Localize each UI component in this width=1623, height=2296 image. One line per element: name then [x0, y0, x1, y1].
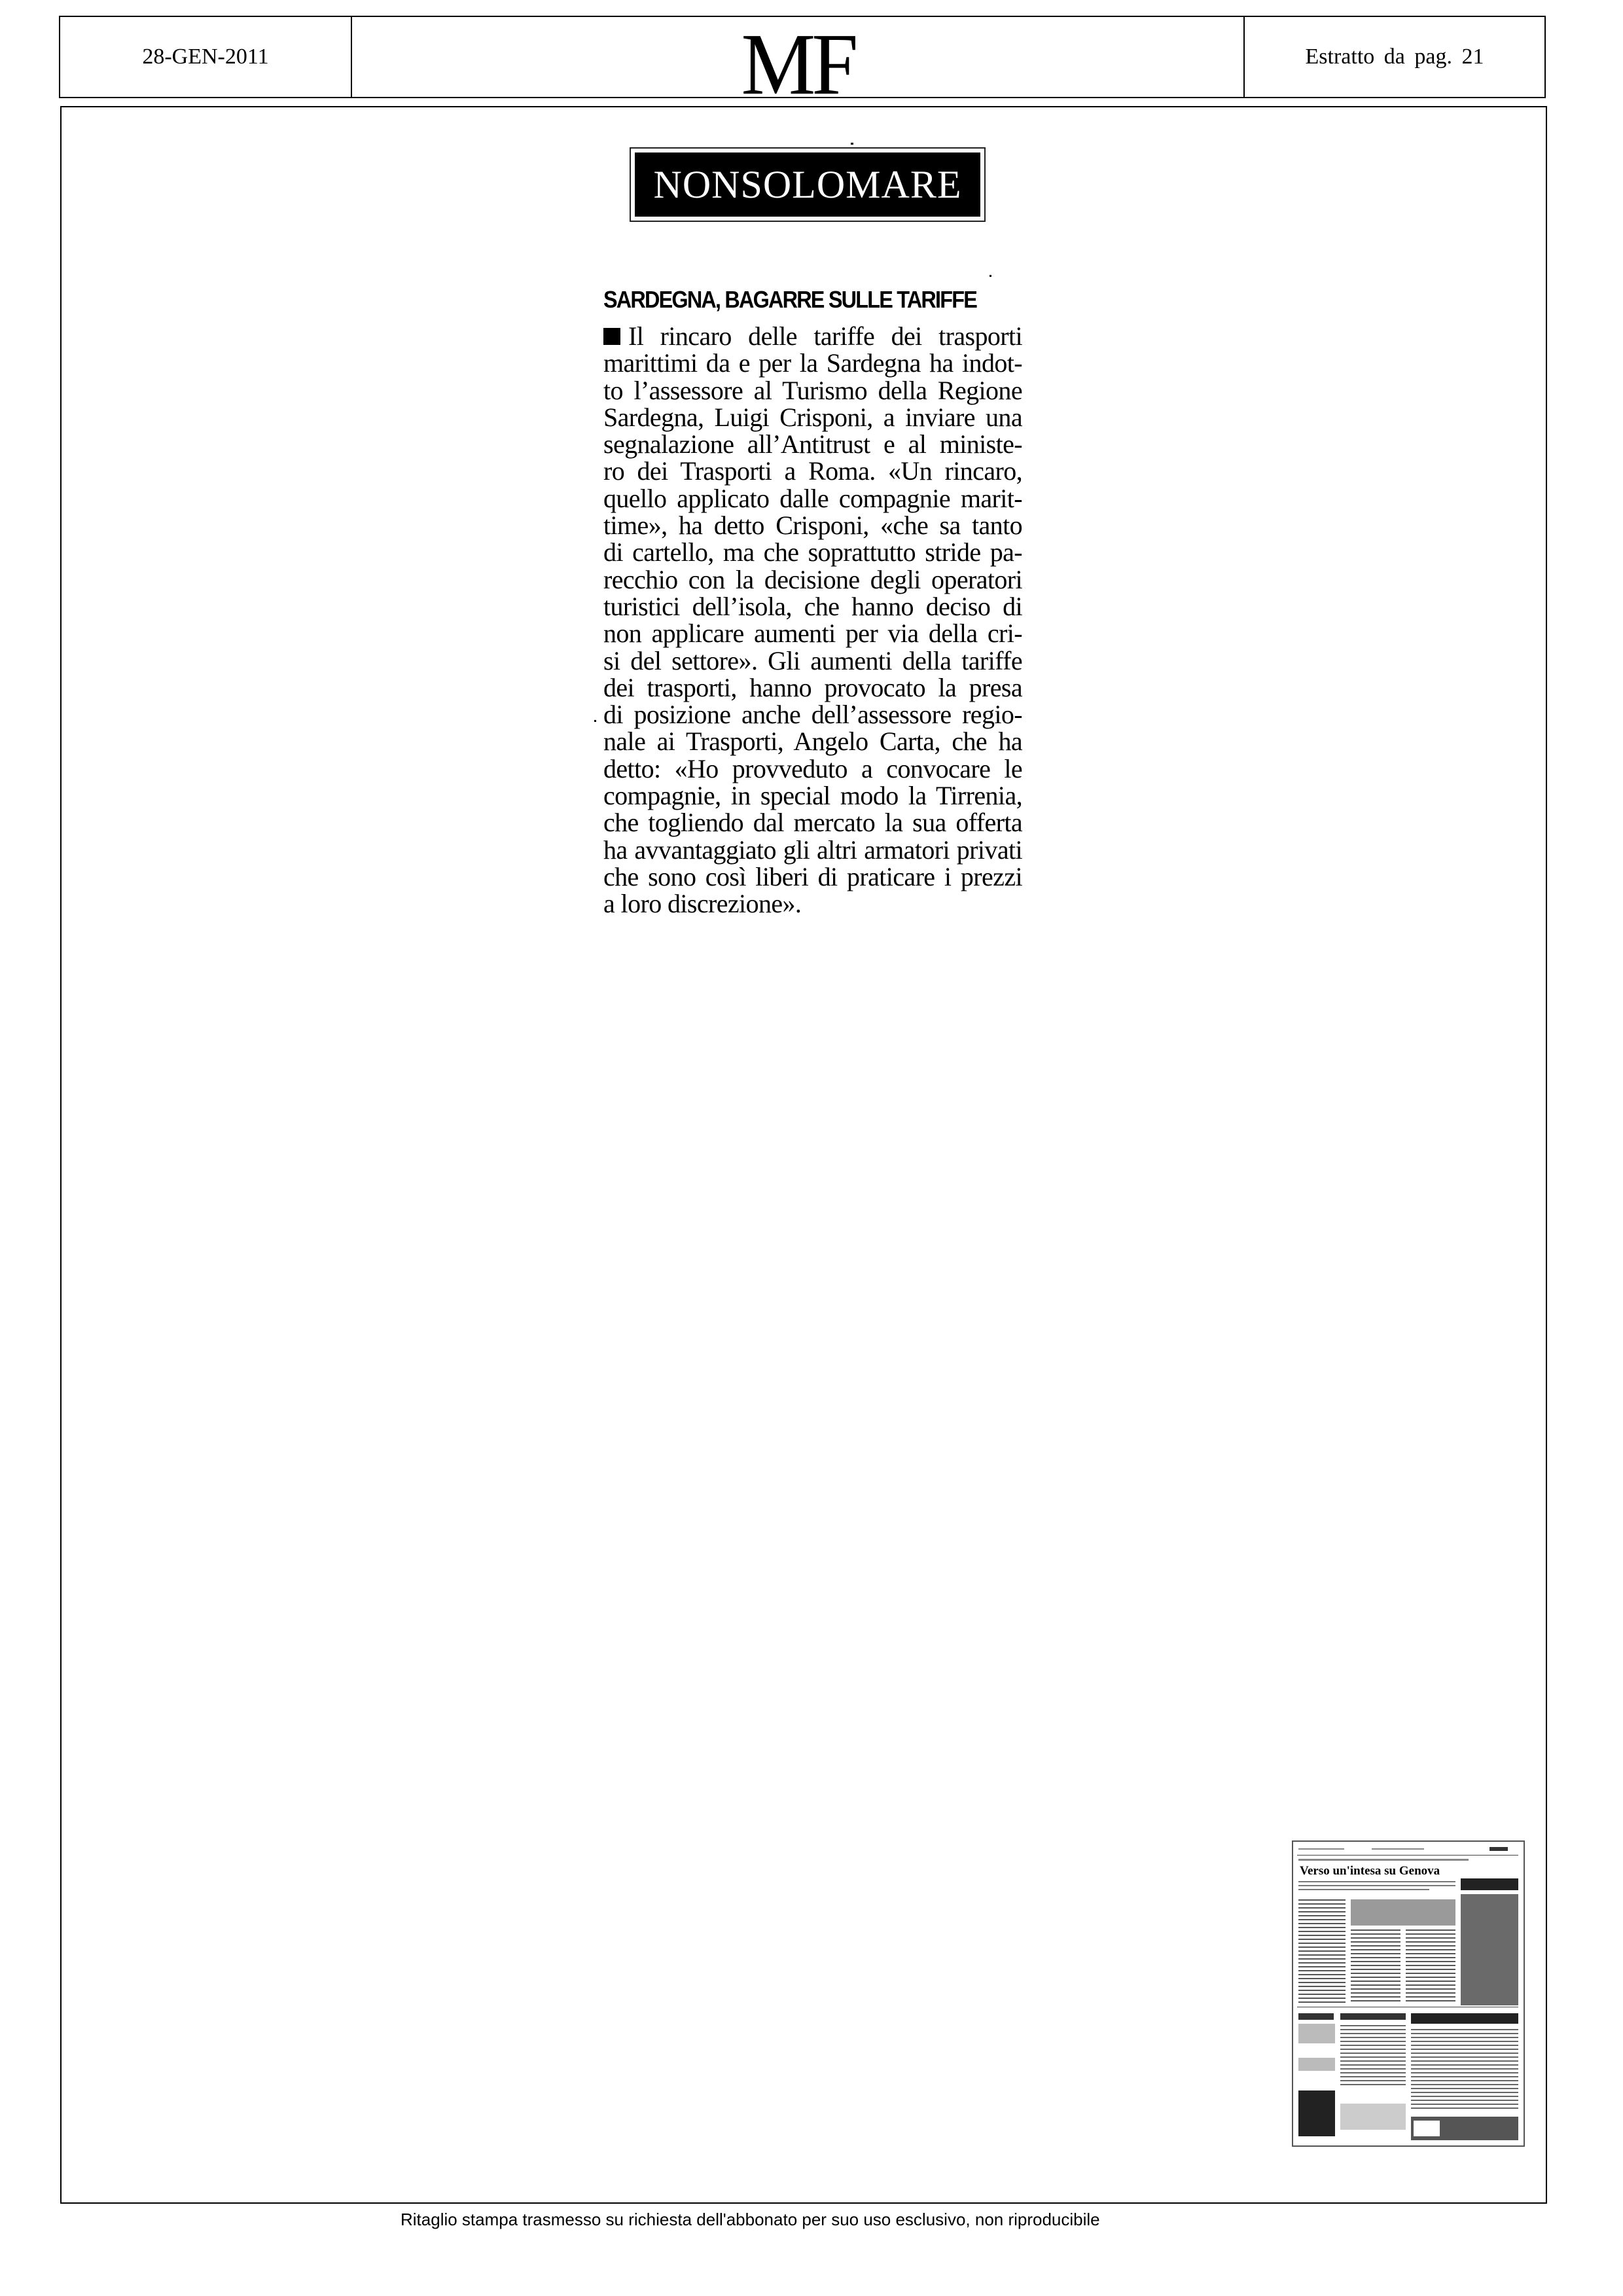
article-line: di cartello, ma che soprattutto stride pa-: [603, 537, 1022, 567]
article-line: recchio con la decisione degli operatori: [603, 564, 1022, 594]
article-line: non applicare aumenti per via della cri-: [603, 619, 1022, 649]
article-line: detto: «Ho provveduto a convocare le: [603, 753, 1022, 783]
article-line: si del settore». Gli aumenti della tariffe: [603, 645, 1022, 675]
mf-logo-text: MF: [741, 15, 855, 113]
article-line: ro dei Trasporti a Roma. «Un rincaro,: [603, 456, 1022, 486]
mf-logo: [352, 15, 1243, 113]
scan-speck: [990, 275, 991, 277]
article-body: [603, 323, 1022, 918]
scan-speck: [851, 143, 853, 145]
article-line: marittimi da e per la Sardegna ha indot-: [603, 348, 1022, 378]
article-line: compagnie, in special modo la Tirrenia,: [603, 781, 1022, 811]
article-line: dei trasporti, hanno provocato la presa: [603, 672, 1022, 702]
article-line: ha avvantaggiato gli altri armatori privati: [603, 834, 1022, 865]
section-badge-frame: [630, 147, 986, 222]
article-line: time», ha detto Crisponi, «che sa tanto: [603, 511, 1022, 541]
article-line: to l’assessore al Turismo della Regione: [603, 375, 1022, 405]
thumbnail-headline: Verso un'intesa su Genova: [1300, 1864, 1440, 1878]
article-line: segnalazione all’Antitrust e al ministe-: [603, 429, 1022, 459]
article-line: che togliendo dal mercato la sua offerta: [603, 808, 1022, 838]
clipping-header: [59, 15, 1546, 113]
article: [603, 286, 1022, 918]
article-headline: SARDEGNA, BAGARRE SULLE TARIFFE: [603, 286, 977, 313]
footer-disclaimer: Ritaglio stampa trasmesso su richiesta dell'abbonato per suo uso esclusivo, non riproducibile: [401, 2210, 1100, 2229]
article-line: nale ai Trasporti, Angelo Carta, che ha: [603, 726, 1022, 757]
bullet-square-icon: [603, 328, 620, 345]
section-badge: NONSOLOMARE: [635, 152, 980, 217]
page-thumbnail: [1292, 1840, 1525, 2147]
page-thumbnail-image: [1293, 1842, 1524, 2145]
article-line: a loro discrezione».: [603, 889, 802, 919]
scan-speck: [594, 720, 596, 722]
article-line: Sardegna, Luigi Crisponi, a inviare una: [603, 402, 1022, 432]
publication-date: 28-GEN-2011: [60, 17, 352, 97]
page-extract-label: Estratto da pag. 21: [1243, 17, 1544, 97]
article-line: di posizione anche dell’assessore regio-: [603, 700, 1022, 730]
article-line: quello applicato dalle compagnie marit-: [603, 483, 1022, 513]
article-line: che sono così liberi di praticare i prezzi: [603, 861, 1022, 891]
article-line: turistici dell’isola, che hanno deciso di: [603, 591, 1022, 621]
article-line: Il rincaro delle tariffe dei trasporti: [603, 323, 1022, 350]
